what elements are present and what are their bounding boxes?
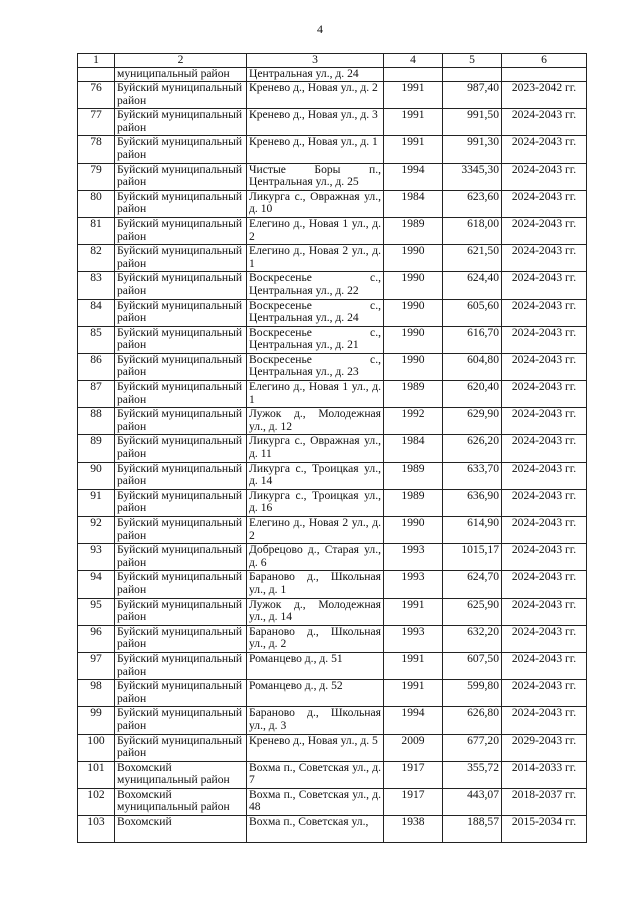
table-row xyxy=(78,272,587,299)
cell-number: 89 xyxy=(78,435,115,462)
cell-period: 2024-2043 гг. xyxy=(502,462,587,489)
cell-area: 633,70 xyxy=(443,462,502,489)
cell-district: Буйский муниципальный район xyxy=(115,245,247,272)
cell-district: Буйский муниципальный район xyxy=(115,707,247,734)
cell-number: 92 xyxy=(78,517,115,544)
cell-number: 78 xyxy=(78,136,115,163)
cell-area: 605,60 xyxy=(443,299,502,326)
cell-district: Буйский муниципальный район xyxy=(115,517,247,544)
table-row xyxy=(78,462,587,489)
table-row xyxy=(78,652,587,679)
table-row xyxy=(78,353,587,380)
cell-area: 3345,30 xyxy=(443,163,502,190)
table-row xyxy=(78,326,587,353)
cell-address: Вохма п., Советская ул., д. 48 xyxy=(247,788,384,815)
cell-period: 2023-2042 гг. xyxy=(502,82,587,109)
cell-address: Воскресенье с., Центральная ул., д. 24 xyxy=(247,299,384,326)
table-row xyxy=(78,435,587,462)
cell-address: Кренево д., Новая ул., д. 1 xyxy=(247,136,384,163)
cell-district: муниципальный район xyxy=(115,68,247,82)
cell-area: 626,20 xyxy=(443,435,502,462)
cell-district: Буйский муниципальный район xyxy=(115,353,247,380)
cell-year: 1989 xyxy=(384,489,443,516)
cell-year: 1984 xyxy=(384,190,443,217)
cell-district: Буйский муниципальный район xyxy=(115,652,247,679)
cell-year: 1993 xyxy=(384,544,443,571)
cell-number: 100 xyxy=(78,734,115,761)
cell-address: Бараново д., Школьная ул., д. 2 xyxy=(247,625,384,652)
cell-number: 99 xyxy=(78,707,115,734)
cell-district: Буйский муниципальный район xyxy=(115,598,247,625)
column-header: 5 xyxy=(443,54,502,68)
cell-number: 103 xyxy=(78,816,115,843)
cell-district: Буйский муниципальный район xyxy=(115,408,247,435)
cell-area: 987,40 xyxy=(443,82,502,109)
cell-area: 621,50 xyxy=(443,245,502,272)
cell-number: 95 xyxy=(78,598,115,625)
cell-year: 1990 xyxy=(384,272,443,299)
cell-year: 1938 xyxy=(384,816,443,843)
cell-area: 188,57 xyxy=(443,816,502,843)
cell-district: Буйский муниципальный район xyxy=(115,489,247,516)
table-row xyxy=(78,245,587,272)
cell-address: Бараново д., Школьная ул., д. 3 xyxy=(247,707,384,734)
cell-number: 83 xyxy=(78,272,115,299)
cell-number xyxy=(78,68,115,82)
cell-address: Лужок д., Молодежная ул., д. 12 xyxy=(247,408,384,435)
cell-area: 604,80 xyxy=(443,353,502,380)
cell-period: 2024-2043 гг. xyxy=(502,652,587,679)
cell-address: Вохма п., Советская ул., xyxy=(247,816,384,843)
housing-registry-table xyxy=(77,53,587,843)
cell-number: 87 xyxy=(78,381,115,408)
cell-period: 2024-2043 гг. xyxy=(502,489,587,516)
cell-district: Буйский муниципальный район xyxy=(115,299,247,326)
column-header: 3 xyxy=(247,54,384,68)
cell-number: 94 xyxy=(78,571,115,598)
cell-year: 1991 xyxy=(384,82,443,109)
cell-period: 2029-2043 гг. xyxy=(502,734,587,761)
cell-address: Лужок д., Молодежная ул., д. 14 xyxy=(247,598,384,625)
cell-district: Буйский муниципальный район xyxy=(115,571,247,598)
cell-year: 1989 xyxy=(384,217,443,244)
cell-year: 1989 xyxy=(384,462,443,489)
cell-year: 1991 xyxy=(384,598,443,625)
cell-address: Кренево д., Новая ул., д. 3 xyxy=(247,109,384,136)
cell-number: 80 xyxy=(78,190,115,217)
cell-period: 2024-2043 гг. xyxy=(502,707,587,734)
page-number: 4 xyxy=(317,22,323,36)
cell-number: 84 xyxy=(78,299,115,326)
cell-period: 2024-2043 гг. xyxy=(502,245,587,272)
table-row xyxy=(78,517,587,544)
cell-year: 1991 xyxy=(384,652,443,679)
cell-period: 2015-2034 гг. xyxy=(502,816,587,843)
cell-year: 1990 xyxy=(384,299,443,326)
cell-year: 1917 xyxy=(384,788,443,815)
cell-area: 629,90 xyxy=(443,408,502,435)
cell-number: 102 xyxy=(78,788,115,815)
cell-area: 625,90 xyxy=(443,598,502,625)
column-header-row xyxy=(78,54,587,68)
cell-district: Буйский муниципальный район xyxy=(115,217,247,244)
cell-address: Ликурга с., Троицкая ул., д. 14 xyxy=(247,462,384,489)
cell-period: 2024-2043 гг. xyxy=(502,136,587,163)
cell-district: Буйский муниципальный район xyxy=(115,544,247,571)
cell-year: 1989 xyxy=(384,381,443,408)
cell-year: 1994 xyxy=(384,163,443,190)
cell-district: Буйский муниципальный район xyxy=(115,680,247,707)
cell-area: 624,70 xyxy=(443,571,502,598)
table-row xyxy=(78,571,587,598)
cell-year: 1991 xyxy=(384,680,443,707)
cell-period: 2024-2043 гг. xyxy=(502,408,587,435)
cell-period: 2024-2043 гг. xyxy=(502,571,587,598)
cell-district: Буйский муниципальный район xyxy=(115,82,247,109)
cell-address: Ликурга с., Троицкая ул., д. 16 xyxy=(247,489,384,516)
cell-address: Романцево д., д. 52 xyxy=(247,680,384,707)
cell-address: Елегино д., Новая 2 ул., д. 1 xyxy=(247,245,384,272)
cell-year: 1991 xyxy=(384,109,443,136)
table-row xyxy=(78,761,587,788)
cell-area: 355,72 xyxy=(443,761,502,788)
cell-period: 2024-2043 гг. xyxy=(502,625,587,652)
cell-period: 2024-2043 гг. xyxy=(502,544,587,571)
cell-address: Кренево д., Новая ул., д. 2 xyxy=(247,82,384,109)
cell-year: 1994 xyxy=(384,707,443,734)
cell-period: 2024-2043 гг. xyxy=(502,109,587,136)
cell-area: 991,30 xyxy=(443,136,502,163)
cell-year: 2009 xyxy=(384,734,443,761)
cell-number: 82 xyxy=(78,245,115,272)
cell-year: 1992 xyxy=(384,408,443,435)
cell-number: 101 xyxy=(78,761,115,788)
cell-period xyxy=(502,68,587,82)
cell-address: Центральная ул., д. 24 xyxy=(247,68,384,82)
cell-period: 2024-2043 гг. xyxy=(502,190,587,217)
cell-area: 620,40 xyxy=(443,381,502,408)
cell-number: 91 xyxy=(78,489,115,516)
table-row xyxy=(78,299,587,326)
table-row xyxy=(78,136,587,163)
cell-address: Елегино д., Новая 1 ул., д. 2 xyxy=(247,217,384,244)
cell-area: 636,90 xyxy=(443,489,502,516)
cell-area: 443,07 xyxy=(443,788,502,815)
cell-year: 1990 xyxy=(384,245,443,272)
cell-address: Ликурга с., Овражная ул., д. 10 xyxy=(247,190,384,217)
cell-number: 81 xyxy=(78,217,115,244)
cell-number: 77 xyxy=(78,109,115,136)
cell-number: 96 xyxy=(78,625,115,652)
cell-number: 97 xyxy=(78,652,115,679)
cell-year: 1991 xyxy=(384,136,443,163)
table-row xyxy=(78,381,587,408)
cell-number: 85 xyxy=(78,326,115,353)
cell-area: 1015,17 xyxy=(443,544,502,571)
cell-district: Вохомский xyxy=(115,816,247,843)
cell-period: 2024-2043 гг. xyxy=(502,598,587,625)
cell-period: 2024-2043 гг. xyxy=(502,435,587,462)
cell-year: 1990 xyxy=(384,326,443,353)
cell-number: 88 xyxy=(78,408,115,435)
cell-area: 614,90 xyxy=(443,517,502,544)
cell-area: 632,20 xyxy=(443,625,502,652)
cell-address: Елегино д., Новая 1 ул., д. 1 xyxy=(247,381,384,408)
cell-address: Воскресенье с., Центральная ул., д. 21 xyxy=(247,326,384,353)
column-header: 4 xyxy=(384,54,443,68)
cell-area: 991,50 xyxy=(443,109,502,136)
cell-period: 2024-2043 гг. xyxy=(502,353,587,380)
table-row xyxy=(78,489,587,516)
cell-district: Вохомский муниципальный район xyxy=(115,788,247,815)
table-row xyxy=(78,788,587,815)
cell-year: 1990 xyxy=(384,353,443,380)
table-row xyxy=(78,82,587,109)
table-row xyxy=(78,680,587,707)
cell-address: Воскресенье с., Центральная ул., д. 22 xyxy=(247,272,384,299)
cell-district: Буйский муниципальный район xyxy=(115,163,247,190)
cell-area: 624,40 xyxy=(443,272,502,299)
table-row xyxy=(78,598,587,625)
cell-year: 1993 xyxy=(384,571,443,598)
column-header: 2 xyxy=(115,54,247,68)
table-row xyxy=(78,625,587,652)
cell-period: 2024-2043 гг. xyxy=(502,326,587,353)
cell-number: 86 xyxy=(78,353,115,380)
cell-number: 76 xyxy=(78,82,115,109)
table-row xyxy=(78,163,587,190)
cell-address: Елегино д., Новая 2 ул., д. 2 xyxy=(247,517,384,544)
cell-district: Буйский муниципальный район xyxy=(115,625,247,652)
cell-address: Добрецово д., Старая ул., д. 6 xyxy=(247,544,384,571)
table-row xyxy=(78,734,587,761)
column-header: 1 xyxy=(78,54,115,68)
cell-number: 79 xyxy=(78,163,115,190)
cell-district: Буйский муниципальный район xyxy=(115,734,247,761)
table-row xyxy=(78,408,587,435)
cell-area: 623,60 xyxy=(443,190,502,217)
cell-period: 2024-2043 гг. xyxy=(502,272,587,299)
cell-district: Буйский муниципальный район xyxy=(115,381,247,408)
cell-area: 616,70 xyxy=(443,326,502,353)
cell-area: 618,00 xyxy=(443,217,502,244)
cell-year: 1993 xyxy=(384,625,443,652)
cell-period: 2024-2043 гг. xyxy=(502,517,587,544)
cell-year: 1984 xyxy=(384,435,443,462)
cell-district: Буйский муниципальный район xyxy=(115,462,247,489)
cell-district: Буйский муниципальный район xyxy=(115,109,247,136)
cell-area: 599,80 xyxy=(443,680,502,707)
cell-period: 2024-2043 гг. xyxy=(502,680,587,707)
cell-address: Бараново д., Школьная ул., д. 1 xyxy=(247,571,384,598)
table-row-continuation xyxy=(78,68,587,82)
cell-period: 2014-2033 гг. xyxy=(502,761,587,788)
cell-period: 2018-2037 гг. xyxy=(502,788,587,815)
cell-address: Чистые Боры п., Центральная ул., д. 25 xyxy=(247,163,384,190)
cell-address: Романцево д., д. 51 xyxy=(247,652,384,679)
cell-area: 677,20 xyxy=(443,734,502,761)
cell-year: 1917 xyxy=(384,761,443,788)
cell-area xyxy=(443,68,502,82)
cell-district: Буйский муниципальный район xyxy=(115,190,247,217)
column-header: 6 xyxy=(502,54,587,68)
cell-area: 626,80 xyxy=(443,707,502,734)
cell-address: Вохма п., Советская ул., д. 7 xyxy=(247,761,384,788)
cell-district: Вохомский муниципальный район xyxy=(115,761,247,788)
cell-address: Воскресенье с., Центральная ул., д. 23 xyxy=(247,353,384,380)
table-row xyxy=(78,190,587,217)
cell-period: 2024-2043 гг. xyxy=(502,163,587,190)
cell-period: 2024-2043 гг. xyxy=(502,381,587,408)
table-row xyxy=(78,217,587,244)
table-row xyxy=(78,707,587,734)
cell-year: 1990 xyxy=(384,517,443,544)
cell-number: 98 xyxy=(78,680,115,707)
cell-district: Буйский муниципальный район xyxy=(115,435,247,462)
cell-address: Кренево д., Новая ул., д. 5 xyxy=(247,734,384,761)
cell-number: 90 xyxy=(78,462,115,489)
cell-address: Ликурга с., Овражная ул., д. 11 xyxy=(247,435,384,462)
cell-district: Буйский муниципальный район xyxy=(115,272,247,299)
table-row xyxy=(78,544,587,571)
cell-year xyxy=(384,68,443,82)
cell-area: 607,50 xyxy=(443,652,502,679)
cell-period: 2024-2043 гг. xyxy=(502,299,587,326)
cell-period: 2024-2043 гг. xyxy=(502,217,587,244)
cell-district: Буйский муниципальный район xyxy=(115,136,247,163)
table-row xyxy=(78,816,587,843)
cell-district: Буйский муниципальный район xyxy=(115,326,247,353)
cell-number: 93 xyxy=(78,544,115,571)
table-row xyxy=(78,109,587,136)
